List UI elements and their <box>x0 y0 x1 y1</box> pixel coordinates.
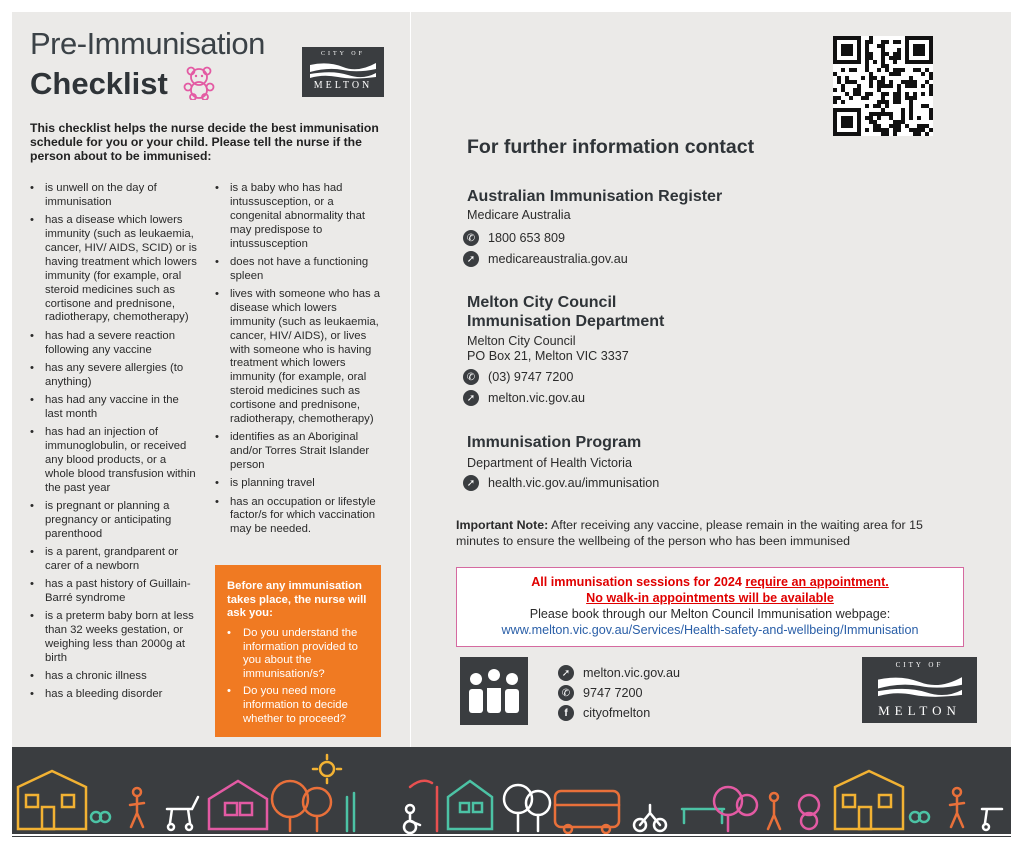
checklist-item: • has had any vaccine in the last month <box>30 394 198 422</box>
web-cursor-icon: ➚ <box>558 665 574 681</box>
checklist-column-2 <box>215 182 385 542</box>
council-title: Melton City Council Immunisation Department <box>467 294 665 330</box>
checklist-item: • has a disease which lowers immunity (such as leukaemia, cancer, HIV/ AIDS, SCID) or is having treatment which lowers immunity (for example, oral steroid medicines such as cortisone and prednisone, radiotherapy, chemotherapy) <box>30 214 198 325</box>
contact-heading: For further information contact <box>467 136 755 158</box>
checklist-item: • is a baby who has had intussusception, or a congenital abnormality that may predispose to intussusception <box>215 182 385 252</box>
checklist-item: • has any severe allergies (to anything) <box>30 362 198 390</box>
air-phone[interactable]: ✆ 1800 653 809 <box>463 230 565 246</box>
checklist-item: • has a chronic illness <box>30 670 198 684</box>
intro-text: This checklist helps the nurse decide the best immunisation schedule for you or your child. Please tell the nurse if the person about to be immunised: <box>30 121 379 163</box>
air-org: Medicare Australia <box>467 208 571 222</box>
nurse-questions-list <box>227 627 377 730</box>
phone-icon: ✆ <box>463 369 479 385</box>
checklist-item: • has a bleeding disorder <box>30 688 198 702</box>
web-cursor-icon: ➚ <box>463 390 479 406</box>
fold-divider <box>410 12 411 747</box>
immunisation-webpage-link[interactable]: www.melton.vic.gov.au/Services/Health-safety-and-wellbeing/Immunisation <box>501 623 919 637</box>
checklist-item: • is pregnant or planning a pregnancy or anticipating parenthood <box>30 500 198 542</box>
phone-icon: ✆ <box>558 685 574 701</box>
qr-code[interactable] <box>832 36 934 136</box>
footer-facebook-link[interactable]: f cityofmelton <box>558 705 650 721</box>
facebook-icon: f <box>558 705 574 721</box>
nurse-question-item: • Do you need more information to decide whether to proceed? <box>227 685 377 726</box>
web-cursor-icon: ➚ <box>463 475 479 491</box>
title-line2: Checklist <box>30 66 168 101</box>
program-title: Immunisation Program <box>467 434 642 451</box>
teddy-bear-icon <box>183 66 215 100</box>
program-web-link[interactable]: ➚ health.vic.gov.au/immunisation <box>463 475 659 491</box>
important-note: Important Note: After receiving any vaccine, please remain in the waiting area for 15 minutes to ensure the wellbeing of the person who has been immunised <box>456 518 923 548</box>
checklist-item: • is planning travel <box>215 477 385 491</box>
council-web-link[interactable]: ➚ melton.vic.gov.au <box>463 390 585 406</box>
checklist-item: • is a parent, grandparent or carer of a newborn <box>30 546 198 574</box>
air-web-link[interactable]: ➚ medicareaustralia.gov.au <box>463 251 628 267</box>
council-phone[interactable]: ✆ (03) 9747 7200 <box>463 369 573 385</box>
title-line1: Pre-Immunisation <box>30 26 265 61</box>
footer-illustration <box>12 747 1011 837</box>
nurse-question-item: • Do you understand the information provided to you about the immunisation/s? <box>227 627 377 681</box>
checklist-item: • has a past history of Guillain-Barré syndrome <box>30 578 198 606</box>
checklist-item: • does not have a functioning spleen <box>215 256 385 284</box>
web-cursor-icon: ➚ <box>463 251 479 267</box>
council-address: Melton City Council PO Box 21, Melton VIC 3337 <box>467 334 629 363</box>
city-of-melton-logo-footer: CITY OF MELTON <box>862 657 977 723</box>
phone-icon: ✆ <box>463 230 479 246</box>
footer-phone[interactable]: ✆ 9747 7200 <box>558 685 643 701</box>
appointment-notice: All immunisation sessions for 2024 require an appointment. No walk-in appointments will be available Please book through our Melton Council Immunisation webpage: www.melton.vic.gov.au/Services/Health-safety-and-wellbeing/Immunisation <box>456 567 964 647</box>
checklist-column-1 <box>30 182 198 706</box>
checklist-item: • identifies as an Aboriginal and/or Torres Strait Islander person <box>215 431 385 473</box>
checklist-item: • has had an injection of immunoglobulin, or received any blood products, or a whole blood transfusion within the past year <box>30 426 198 496</box>
checklist-item: • is unwell on the day of immunisation <box>30 182 198 210</box>
checklist-item: • has had a severe reaction following any vaccine <box>30 330 198 358</box>
air-title: Australian Immunisation Register <box>467 188 723 205</box>
checklist-item: • is a preterm baby born at less than 32 weeks gestation, or weighing less than 2000g at birth <box>30 610 198 666</box>
nurse-questions-heading: Before any immunisation takes place, the nurse will ask you: <box>227 580 367 620</box>
program-org: Department of Health Victoria <box>467 456 632 470</box>
checklist-item: • lives with someone who has a disease which lowers immunity (such as leukaemia, cancer, HIV/ AIDS), or lives with someone who is having treatment which lowers immunity (for example, oral steroid medicines such as cortisone and prednisone, radiotherapy, chemotherapy) <box>215 288 385 427</box>
nurse-questions-box <box>215 565 381 737</box>
checklist-item: • has an occupation or lifestyle factor/s for which vaccination may be needed. <box>215 496 385 538</box>
city-of-melton-logo: CITY OF MELTON <box>302 47 384 97</box>
people-icon <box>460 657 528 725</box>
footer-web-link[interactable]: ➚ melton.vic.gov.au <box>558 665 680 681</box>
